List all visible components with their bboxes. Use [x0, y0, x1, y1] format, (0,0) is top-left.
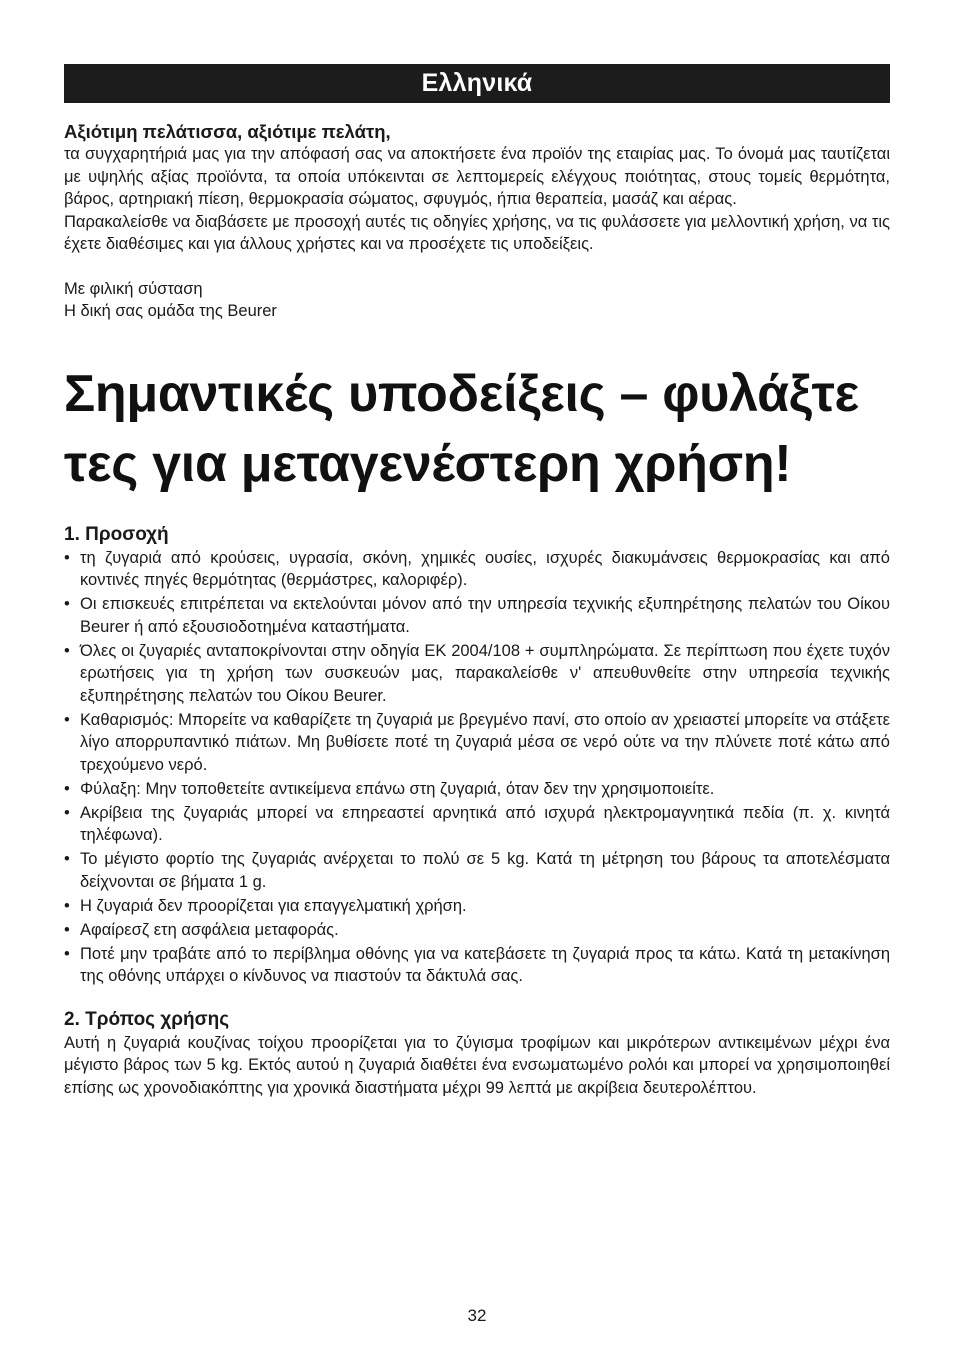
bullet-icon: • [64, 779, 70, 798]
closing-line-2: Η δική σας ομάδα της Beurer [64, 302, 277, 320]
list-item-text: Το μέγιστο φορτίο της ζυγαριάς ανέρχεται το πολύ σε 5 kg. Κατά τη μέτρηση του βάρους τα αποτελέσματα δείχνονται σε βήματα 1 g. [80, 850, 890, 891]
list-item [64, 895, 890, 918]
section-1-heading: 1. Προσοχή [64, 523, 169, 545]
list-item [64, 547, 890, 592]
bullet-icon: • [64, 548, 70, 567]
list-item-text: Αφαίρεσζ ετη ασφάλεια μεταφοράς. [80, 920, 339, 939]
bullet-icon: • [64, 944, 70, 963]
list-item [64, 919, 890, 942]
language-title: Ελληνικά [421, 69, 533, 97]
main-title-line-1: Σημαντικές υποδείξεις – φυλάξτε [64, 364, 859, 423]
usage-paragraph: Αυτή η ζυγαριά κουζίνας τοίχου προορίζεται για το ζύγισμα τροφίμων και μικρότερων αντικειμένων μέχρι ένα μέγιστο βάρος των 5 kg. Εκτός αυτού η ζυγαριά διαθέτει ένα ενσωματωμένο ρολόι και μπορεί να χρησιμοποιηθεί επίσης ως χρονοδιακόπτης για χρονικά διαστήματα μέχρι 99 λεπτά με ακρίβεια δευτερολέπτου. [64, 1033, 890, 1097]
intro-paragraph-2: Παρακαλείσθε να διαβάσετε με προσοχή αυτές τις οδηγίες χρήσης, να τις φυλάσσετε για μελλοντική χρήση, να τις έχετε διαθέσιμες και για άλλους χρήστες και να προσέχετε τις υποδείξεις. [64, 212, 890, 253]
bullet-icon: • [64, 710, 70, 729]
list-item-text: τη ζυγαριά από κρούσεις, υγρασία, σκόνη, χημικές ουσίες, ισχυρές διακυμάνσεις θερμοκρασίας και από κοντινές πηγές θερμότητας (θερμάστρες, καλοριφέρ). [80, 548, 890, 589]
intro-paragraph-1: τα συγχαρητήριά μας για την απόφασή σας να αποκτήσετε ένα προϊόν της εταιρίας μας. Το όνομά μας ταυτίζεται με υψηλής αξίας προϊόντα, τα οποία υπόκεινται σε λεπτομερείς ελέγχους ποιότητας, στους τομείς θερμότητα, βάρος, αρτηριακή πίεση, θερμοκρασία σώματος, σφυγμός, ήπια θεραπεία, μασάζ και αέρας. [64, 145, 890, 208]
spacer [64, 256, 890, 278]
page-content [64, 121, 890, 1099]
list-item-text: Φύλαξη: Μην τοποθετείτε αντικείμενα επάνω στη ζυγαριά, όταν δεν την χρησιμοποιείτε. [80, 779, 715, 798]
salutation: Αξιότιμη πελάτισσα, αξιότιμε πελάτη, [64, 121, 391, 142]
language-banner [64, 64, 890, 103]
list-item [64, 640, 890, 708]
main-title-line-2: τες για μεταγενέστερη χρήση! [64, 434, 792, 493]
list-item-text: Η ζυγαριά δεν προορίζεται για επαγγελματική χρήση. [80, 896, 467, 915]
list-item [64, 593, 890, 638]
list-item-text: Ποτέ μην τραβάτε από το περίβλημα οθόνης για να κατεβάσετε τη ζυγαριά προς τα κάτω. Κατά τη μετακίνηση της οθόνης υπάρχει ο κίνδυνος να πιαστούν τα δάκτυλά σας. [80, 944, 890, 985]
main-title [64, 359, 890, 499]
list-item [64, 943, 890, 988]
section-2-heading: 2. Τρόπος χρήσης [64, 1008, 230, 1030]
closing-line-1: Με φιλική σύσταση [64, 279, 203, 298]
list-item [64, 848, 890, 893]
list-item-text: Όλες οι ζυγαριές ανταποκρίνονται στην οδηγία ΕΚ 2004/108 + συμπληρώματα. Σε περίπτωση που έχετε τυχόν ερωτήσεις για τη χρήση των συσκευών μας, παρακαλείσθε ν' απευθυνθείτε στην υπηρεσία τεχνικής εξυπηρέτησης πελατών του Οίκου Beurer. [80, 641, 890, 705]
bullet-icon: • [64, 920, 70, 939]
list-item-text: Οι επισκευές επιτρέπεται να εκτελούνται μόνον από την υπηρεσία τεχνικής εξυπηρέτησης πελατών του Οίκου Beurer ή από εξουσιοδοτημένα καταστήματα. [80, 595, 890, 636]
caution-list [64, 547, 890, 988]
list-item [64, 802, 890, 847]
bullet-icon: • [64, 803, 70, 822]
list-item [64, 709, 890, 777]
list-item-text: Ακρίβεια της ζυγαριάς μπορεί να επηρεαστεί αρνητικά από ισχυρά ηλεκτρομαγνητικά πεδία (π. χ. κινητά τηλέφωνα). [80, 803, 890, 844]
bullet-icon: • [64, 641, 70, 660]
bullet-icon: • [64, 595, 70, 613]
bullet-icon: • [64, 896, 70, 915]
list-item [64, 778, 890, 801]
page-number: 32 [467, 1306, 487, 1325]
bullet-icon: • [64, 850, 70, 868]
list-item-text: Καθαρισμός: Μπορείτε να καθαρίζετε τη ζυγαριά με βρεγμένο πανί, στο οποίο αν χρειαστεί μπορείτε να στάξετε λίγο απορρυπαντικό πιάτων. Μη βυθίσετε ποτέ τη ζυγαριά μέσα σε νερό ούτε να την πλύνετε ποτέ κάτω από τρεχούμενο νερό. [80, 710, 890, 774]
